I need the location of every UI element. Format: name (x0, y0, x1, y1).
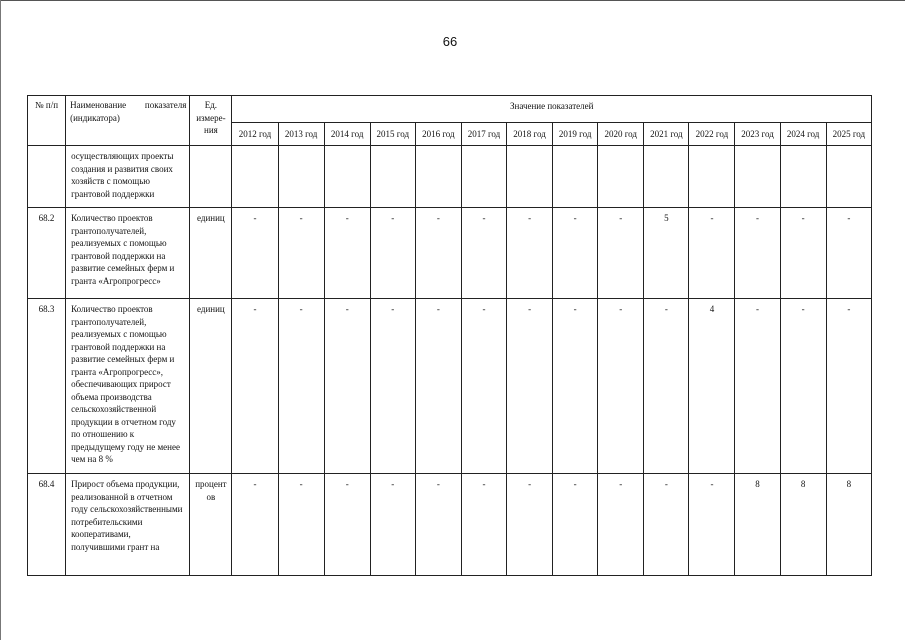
row-value: - (553, 208, 598, 299)
row-value: - (278, 474, 324, 576)
row-value (689, 146, 735, 208)
row-value (461, 146, 506, 208)
row-value (644, 146, 689, 208)
row-value: - (232, 299, 278, 474)
header-year: 2021 год (644, 123, 689, 146)
header-year: 2012 год (232, 123, 278, 146)
header-name: Наименование показателя (индикатора) (66, 96, 190, 146)
row-value: - (689, 474, 735, 576)
row-value: - (689, 208, 735, 299)
row-value: - (507, 299, 553, 474)
row-value: - (553, 299, 598, 474)
header-num: № п/п (28, 96, 66, 146)
row-value: - (324, 299, 370, 474)
row-value: 5 (644, 208, 689, 299)
header-year: 2024 год (780, 123, 826, 146)
row-value: - (370, 299, 415, 474)
row-name: Количество проектов грантополучателей, реализуемых с помощью грантовой поддержки на развитие семейных ферм и гранта «Агропрогресс», обеспечивающих прирост объема производства сельскохозяйственной продукции в отчетном году по отношению к предыдущему году не менее чем на 8 % (66, 299, 190, 474)
row-value: - (826, 299, 871, 474)
row-value (780, 146, 826, 208)
table-row (28, 146, 872, 208)
row-value: - (780, 208, 826, 299)
header-year: 2017 год (461, 123, 506, 146)
row-value: - (780, 299, 826, 474)
row-value: - (370, 208, 415, 299)
row-value (826, 146, 871, 208)
row-value (553, 146, 598, 208)
row-num: 68.2 (28, 208, 66, 299)
row-unit: процент ов (190, 474, 232, 576)
row-value: - (507, 208, 553, 299)
row-value: - (598, 299, 644, 474)
header-row (28, 96, 872, 123)
header-year: 2014 год (324, 123, 370, 146)
row-value: - (735, 299, 780, 474)
row-value: - (232, 208, 278, 299)
row-value: - (461, 208, 506, 299)
row-value: 8 (780, 474, 826, 576)
row-value: - (735, 208, 780, 299)
row-value: - (598, 474, 644, 576)
row-value: - (232, 474, 278, 576)
header-year: 2019 год (553, 123, 598, 146)
row-value: - (415, 208, 461, 299)
row-value: - (370, 474, 415, 576)
row-value: - (826, 208, 871, 299)
row-value (507, 146, 553, 208)
row-value: - (507, 474, 553, 576)
header-year: 2022 год (689, 123, 735, 146)
row-unit (190, 146, 232, 208)
header-year: 2023 год (735, 123, 780, 146)
row-value: - (461, 299, 506, 474)
row-value: - (415, 299, 461, 474)
row-value (415, 146, 461, 208)
row-name: осуществляющих проекты создания и развития своих хозяйств с помощью грантовой поддержки (66, 146, 190, 208)
row-value: 8 (735, 474, 780, 576)
header-values-title: Значение показателей (232, 96, 872, 123)
header-year: 2015 год (370, 123, 415, 146)
row-value: - (644, 299, 689, 474)
row-value: - (644, 474, 689, 576)
row-value: - (415, 474, 461, 576)
row-value (278, 146, 324, 208)
row-unit: единиц (190, 299, 232, 474)
scan-edge-left (0, 0, 1, 640)
row-name: Количество проектов грантополучателей, реализуемых с помощью грантовой поддержки на развитие семейных ферм и гранта «Агропрогресс» (66, 208, 190, 299)
page-number: 66 (442, 34, 458, 49)
header-year: 2016 год (415, 123, 461, 146)
row-value: - (278, 208, 324, 299)
row-value: - (278, 299, 324, 474)
row-value (232, 146, 278, 208)
header-year: 2025 год (826, 123, 871, 146)
table-row (28, 474, 872, 576)
row-num: 68.3 (28, 299, 66, 474)
header-year: 2020 год (598, 123, 644, 146)
scan-edge-top (0, 0, 905, 1)
row-value (598, 146, 644, 208)
table-row (28, 208, 872, 299)
row-value: - (324, 474, 370, 576)
row-value (735, 146, 780, 208)
row-name: Прирост объема продукции, реализованной в отчетном году сельскохозяйственными потребительскими кооперативами, получившими грант на (66, 474, 190, 576)
row-num: 68.4 (28, 474, 66, 576)
row-value (324, 146, 370, 208)
row-value: - (324, 208, 370, 299)
row-value: 4 (689, 299, 735, 474)
row-value (370, 146, 415, 208)
row-unit: единиц (190, 208, 232, 299)
header-unit: Ед. измере- ния (190, 96, 232, 146)
row-num (28, 146, 66, 208)
row-value: - (461, 474, 506, 576)
header-year: 2013 год (278, 123, 324, 146)
indicators-table (27, 95, 872, 576)
row-value: 8 (826, 474, 871, 576)
header-year: 2018 год (507, 123, 553, 146)
row-value: - (553, 474, 598, 576)
row-value: - (598, 208, 644, 299)
table-row (28, 299, 872, 474)
